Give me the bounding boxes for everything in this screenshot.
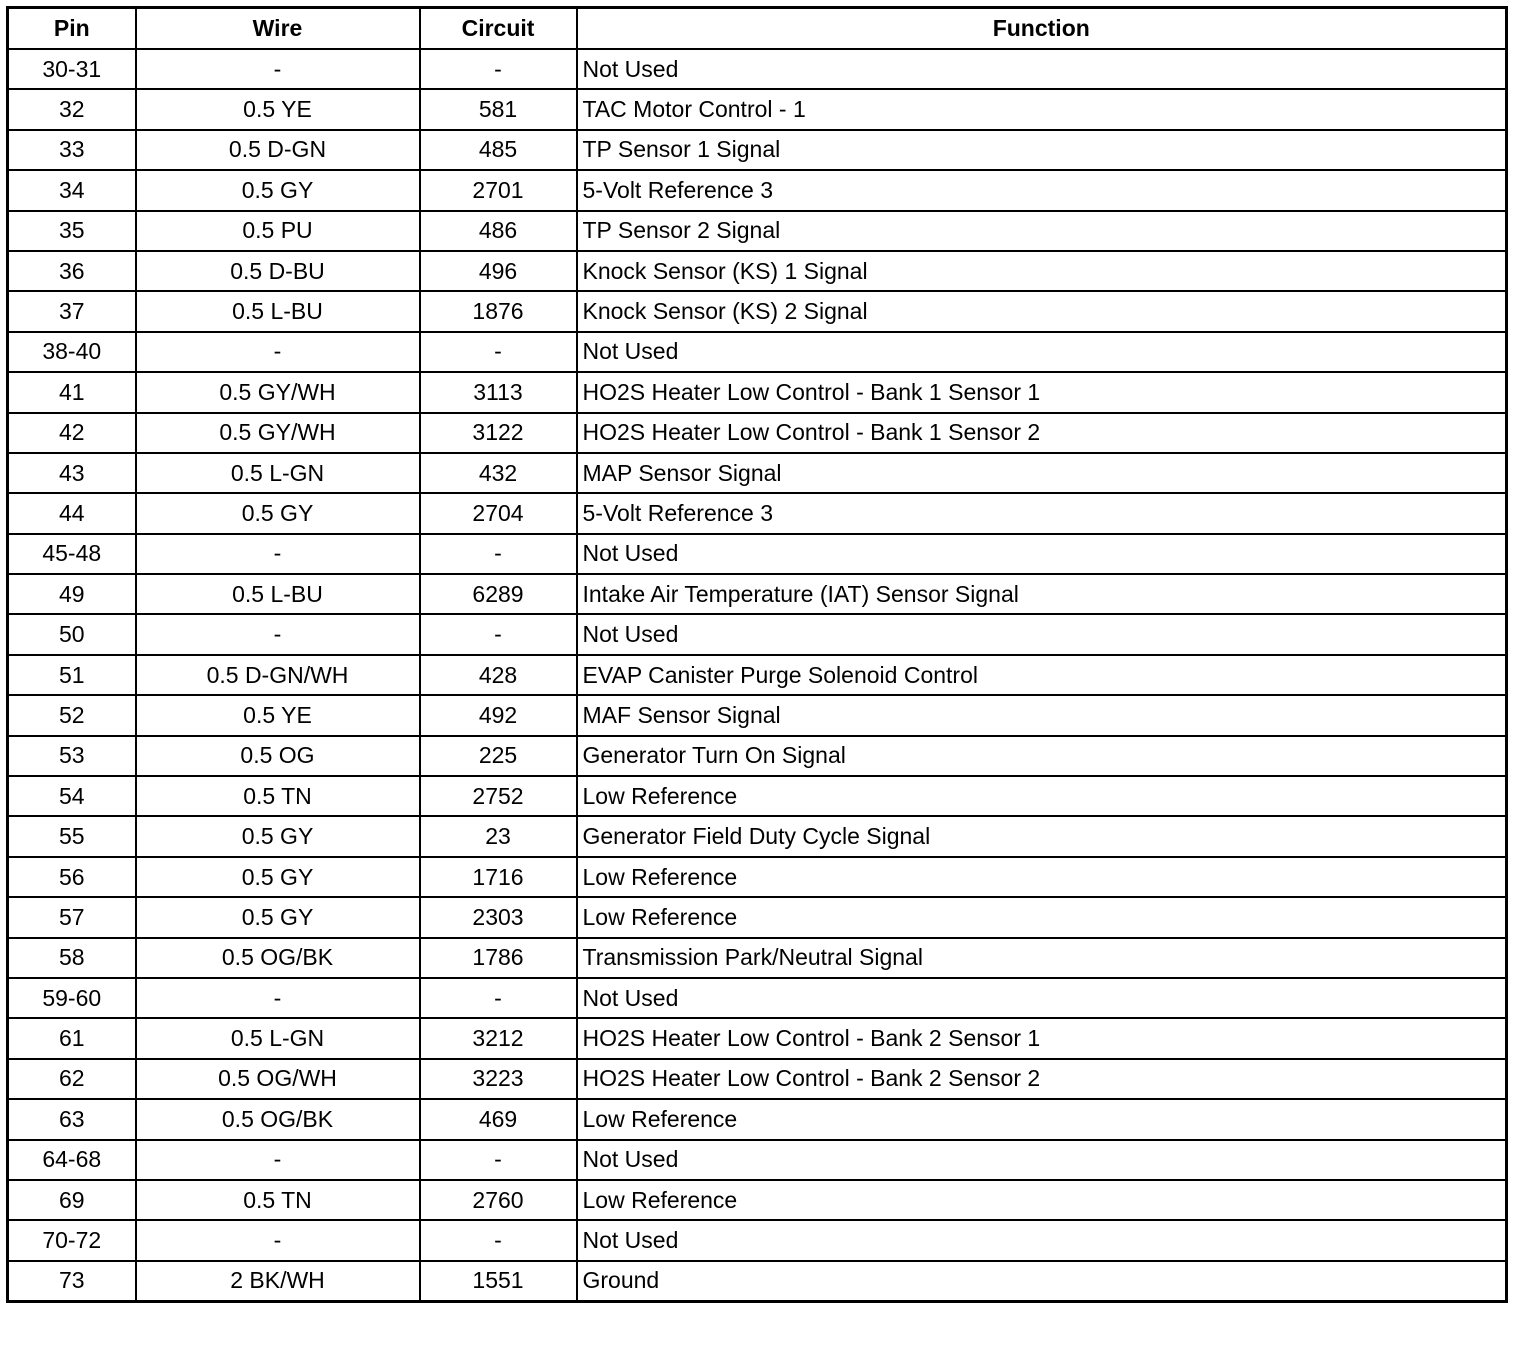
- circuit-cell: 486: [420, 211, 577, 251]
- wire-cell: 0.5 PU: [136, 211, 420, 251]
- pin-cell: 73: [8, 1261, 136, 1302]
- wire-cell: 0.5 OG/BK: [136, 938, 420, 978]
- wire-cell: 0.5 TN: [136, 1180, 420, 1220]
- circuit-cell: 469: [420, 1099, 577, 1139]
- table-row: [8, 251, 1507, 291]
- pin-cell: 37: [8, 291, 136, 331]
- wire-cell: 0.5 D-BU: [136, 251, 420, 291]
- pin-cell: 42: [8, 413, 136, 453]
- table-row: [8, 816, 1507, 856]
- table-row: [8, 493, 1507, 533]
- pin-cell: 43: [8, 453, 136, 493]
- circuit-cell: 6289: [420, 574, 577, 614]
- connector-pinout-table: [6, 6, 1508, 1303]
- circuit-cell: -: [420, 534, 577, 574]
- function-cell: HO2S Heater Low Control - Bank 2 Sensor 2: [577, 1059, 1507, 1099]
- wire-cell: -: [136, 49, 420, 89]
- circuit-cell: -: [420, 49, 577, 89]
- table-row: [8, 49, 1507, 89]
- wire-cell: -: [136, 614, 420, 654]
- function-cell: Not Used: [577, 614, 1507, 654]
- pin-cell: 51: [8, 655, 136, 695]
- pin-cell: 50: [8, 614, 136, 654]
- table-row: [8, 695, 1507, 735]
- wire-cell: 2 BK/WH: [136, 1261, 420, 1302]
- table-row: [8, 534, 1507, 574]
- pin-cell: 54: [8, 776, 136, 816]
- wire-cell: 0.5 GY: [136, 857, 420, 897]
- circuit-cell: 3113: [420, 372, 577, 412]
- table-row: [8, 1018, 1507, 1058]
- function-cell: MAP Sensor Signal: [577, 453, 1507, 493]
- table-row: [8, 1180, 1507, 1220]
- function-cell: TP Sensor 1 Signal: [577, 130, 1507, 170]
- function-cell: MAF Sensor Signal: [577, 695, 1507, 735]
- table-row: [8, 978, 1507, 1018]
- table-row: [8, 211, 1507, 251]
- table-row: [8, 89, 1507, 129]
- circuit-cell: 225: [420, 736, 577, 776]
- function-cell: Not Used: [577, 1220, 1507, 1260]
- circuit-cell: 492: [420, 695, 577, 735]
- pin-cell: 61: [8, 1018, 136, 1058]
- wire-cell: 0.5 OG: [136, 736, 420, 776]
- wire-cell: 0.5 GY/WH: [136, 372, 420, 412]
- circuit-cell: -: [420, 1220, 577, 1260]
- function-cell: Ground: [577, 1261, 1507, 1302]
- table-row: [8, 1059, 1507, 1099]
- circuit-cell: 1786: [420, 938, 577, 978]
- pin-cell: 62: [8, 1059, 136, 1099]
- function-cell: TAC Motor Control - 1: [577, 89, 1507, 129]
- function-cell: TP Sensor 2 Signal: [577, 211, 1507, 251]
- wire-cell: 0.5 OG/WH: [136, 1059, 420, 1099]
- wire-cell: 0.5 L-GN: [136, 453, 420, 493]
- pin-cell: 59-60: [8, 978, 136, 1018]
- wire-cell: 0.5 OG/BK: [136, 1099, 420, 1139]
- wire-cell: 0.5 D-GN: [136, 130, 420, 170]
- circuit-cell: 581: [420, 89, 577, 129]
- wire-cell: 0.5 GY: [136, 897, 420, 937]
- pin-cell: 41: [8, 372, 136, 412]
- circuit-cell: 2303: [420, 897, 577, 937]
- table-row: [8, 938, 1507, 978]
- table-row: [8, 736, 1507, 776]
- table-row: [8, 857, 1507, 897]
- function-cell: Not Used: [577, 332, 1507, 372]
- header-pin: Pin: [8, 8, 136, 50]
- circuit-cell: -: [420, 332, 577, 372]
- function-cell: Generator Field Duty Cycle Signal: [577, 816, 1507, 856]
- pin-cell: 36: [8, 251, 136, 291]
- function-cell: Not Used: [577, 978, 1507, 1018]
- circuit-cell: 496: [420, 251, 577, 291]
- circuit-cell: 3212: [420, 1018, 577, 1058]
- table-row: [8, 655, 1507, 695]
- function-cell: Knock Sensor (KS) 1 Signal: [577, 251, 1507, 291]
- circuit-cell: 2704: [420, 493, 577, 533]
- circuit-cell: -: [420, 1140, 577, 1180]
- function-cell: HO2S Heater Low Control - Bank 1 Sensor 1: [577, 372, 1507, 412]
- function-cell: HO2S Heater Low Control - Bank 1 Sensor 2: [577, 413, 1507, 453]
- wire-cell: -: [136, 978, 420, 1018]
- circuit-cell: -: [420, 978, 577, 1018]
- function-cell: HO2S Heater Low Control - Bank 2 Sensor 1: [577, 1018, 1507, 1058]
- pin-cell: 69: [8, 1180, 136, 1220]
- function-cell: Low Reference: [577, 776, 1507, 816]
- circuit-cell: 23: [420, 816, 577, 856]
- function-cell: 5-Volt Reference 3: [577, 493, 1507, 533]
- wire-cell: 0.5 D-GN/WH: [136, 655, 420, 695]
- table-row: [8, 1099, 1507, 1139]
- wire-cell: 0.5 GY: [136, 816, 420, 856]
- function-cell: Intake Air Temperature (IAT) Sensor Signal: [577, 574, 1507, 614]
- table-row: [8, 291, 1507, 331]
- circuit-cell: 2760: [420, 1180, 577, 1220]
- wire-cell: -: [136, 1140, 420, 1180]
- function-cell: Low Reference: [577, 1180, 1507, 1220]
- pin-cell: 45-48: [8, 534, 136, 574]
- pin-cell: 53: [8, 736, 136, 776]
- wire-cell: -: [136, 1220, 420, 1260]
- wire-cell: 0.5 GY/WH: [136, 413, 420, 453]
- function-cell: Low Reference: [577, 897, 1507, 937]
- pin-cell: 30-31: [8, 49, 136, 89]
- pin-cell: 44: [8, 493, 136, 533]
- circuit-cell: 1716: [420, 857, 577, 897]
- table-row: [8, 413, 1507, 453]
- table-row: [8, 776, 1507, 816]
- wire-cell: 0.5 TN: [136, 776, 420, 816]
- table-header-row: [8, 8, 1507, 50]
- table-row: [8, 574, 1507, 614]
- wire-cell: 0.5 YE: [136, 695, 420, 735]
- pin-cell: 35: [8, 211, 136, 251]
- header-circuit: Circuit: [420, 8, 577, 50]
- wire-cell: 0.5 GY: [136, 493, 420, 533]
- table-row: [8, 332, 1507, 372]
- header-function: Function: [577, 8, 1507, 50]
- wire-cell: 0.5 L-BU: [136, 574, 420, 614]
- table-row: [8, 130, 1507, 170]
- pin-cell: 38-40: [8, 332, 136, 372]
- wire-cell: 0.5 YE: [136, 89, 420, 129]
- circuit-cell: 2752: [420, 776, 577, 816]
- pin-cell: 32: [8, 89, 136, 129]
- pin-cell: 52: [8, 695, 136, 735]
- circuit-cell: 1551: [420, 1261, 577, 1302]
- function-cell: Generator Turn On Signal: [577, 736, 1507, 776]
- function-cell: Knock Sensor (KS) 2 Signal: [577, 291, 1507, 331]
- circuit-cell: 2701: [420, 170, 577, 210]
- table-row: [8, 1140, 1507, 1180]
- function-cell: Low Reference: [577, 1099, 1507, 1139]
- table-row: [8, 897, 1507, 937]
- pin-cell: 70-72: [8, 1220, 136, 1260]
- function-cell: Low Reference: [577, 857, 1507, 897]
- table-row: [8, 453, 1507, 493]
- pin-cell: 33: [8, 130, 136, 170]
- circuit-cell: 485: [420, 130, 577, 170]
- wire-cell: 0.5 GY: [136, 170, 420, 210]
- circuit-cell: -: [420, 614, 577, 654]
- circuit-cell: 3122: [420, 413, 577, 453]
- wire-cell: 0.5 L-BU: [136, 291, 420, 331]
- function-cell: Not Used: [577, 49, 1507, 89]
- pin-cell: 57: [8, 897, 136, 937]
- wire-cell: -: [136, 332, 420, 372]
- table-row: [8, 1261, 1507, 1302]
- function-cell: Not Used: [577, 534, 1507, 574]
- table-row: [8, 1220, 1507, 1260]
- pin-cell: 49: [8, 574, 136, 614]
- pin-cell: 56: [8, 857, 136, 897]
- pin-cell: 64-68: [8, 1140, 136, 1180]
- table-row: [8, 372, 1507, 412]
- pin-cell: 34: [8, 170, 136, 210]
- function-cell: Not Used: [577, 1140, 1507, 1180]
- function-cell: 5-Volt Reference 3: [577, 170, 1507, 210]
- wire-cell: -: [136, 534, 420, 574]
- pin-cell: 58: [8, 938, 136, 978]
- pin-cell: 55: [8, 816, 136, 856]
- circuit-cell: 3223: [420, 1059, 577, 1099]
- wire-cell: 0.5 L-GN: [136, 1018, 420, 1058]
- circuit-cell: 432: [420, 453, 577, 493]
- table-body: [8, 49, 1507, 1302]
- table-row: [8, 614, 1507, 654]
- function-cell: Transmission Park/Neutral Signal: [577, 938, 1507, 978]
- circuit-cell: 428: [420, 655, 577, 695]
- pin-cell: 63: [8, 1099, 136, 1139]
- table-row: [8, 170, 1507, 210]
- header-wire: Wire: [136, 8, 420, 50]
- circuit-cell: 1876: [420, 291, 577, 331]
- function-cell: EVAP Canister Purge Solenoid Control: [577, 655, 1507, 695]
